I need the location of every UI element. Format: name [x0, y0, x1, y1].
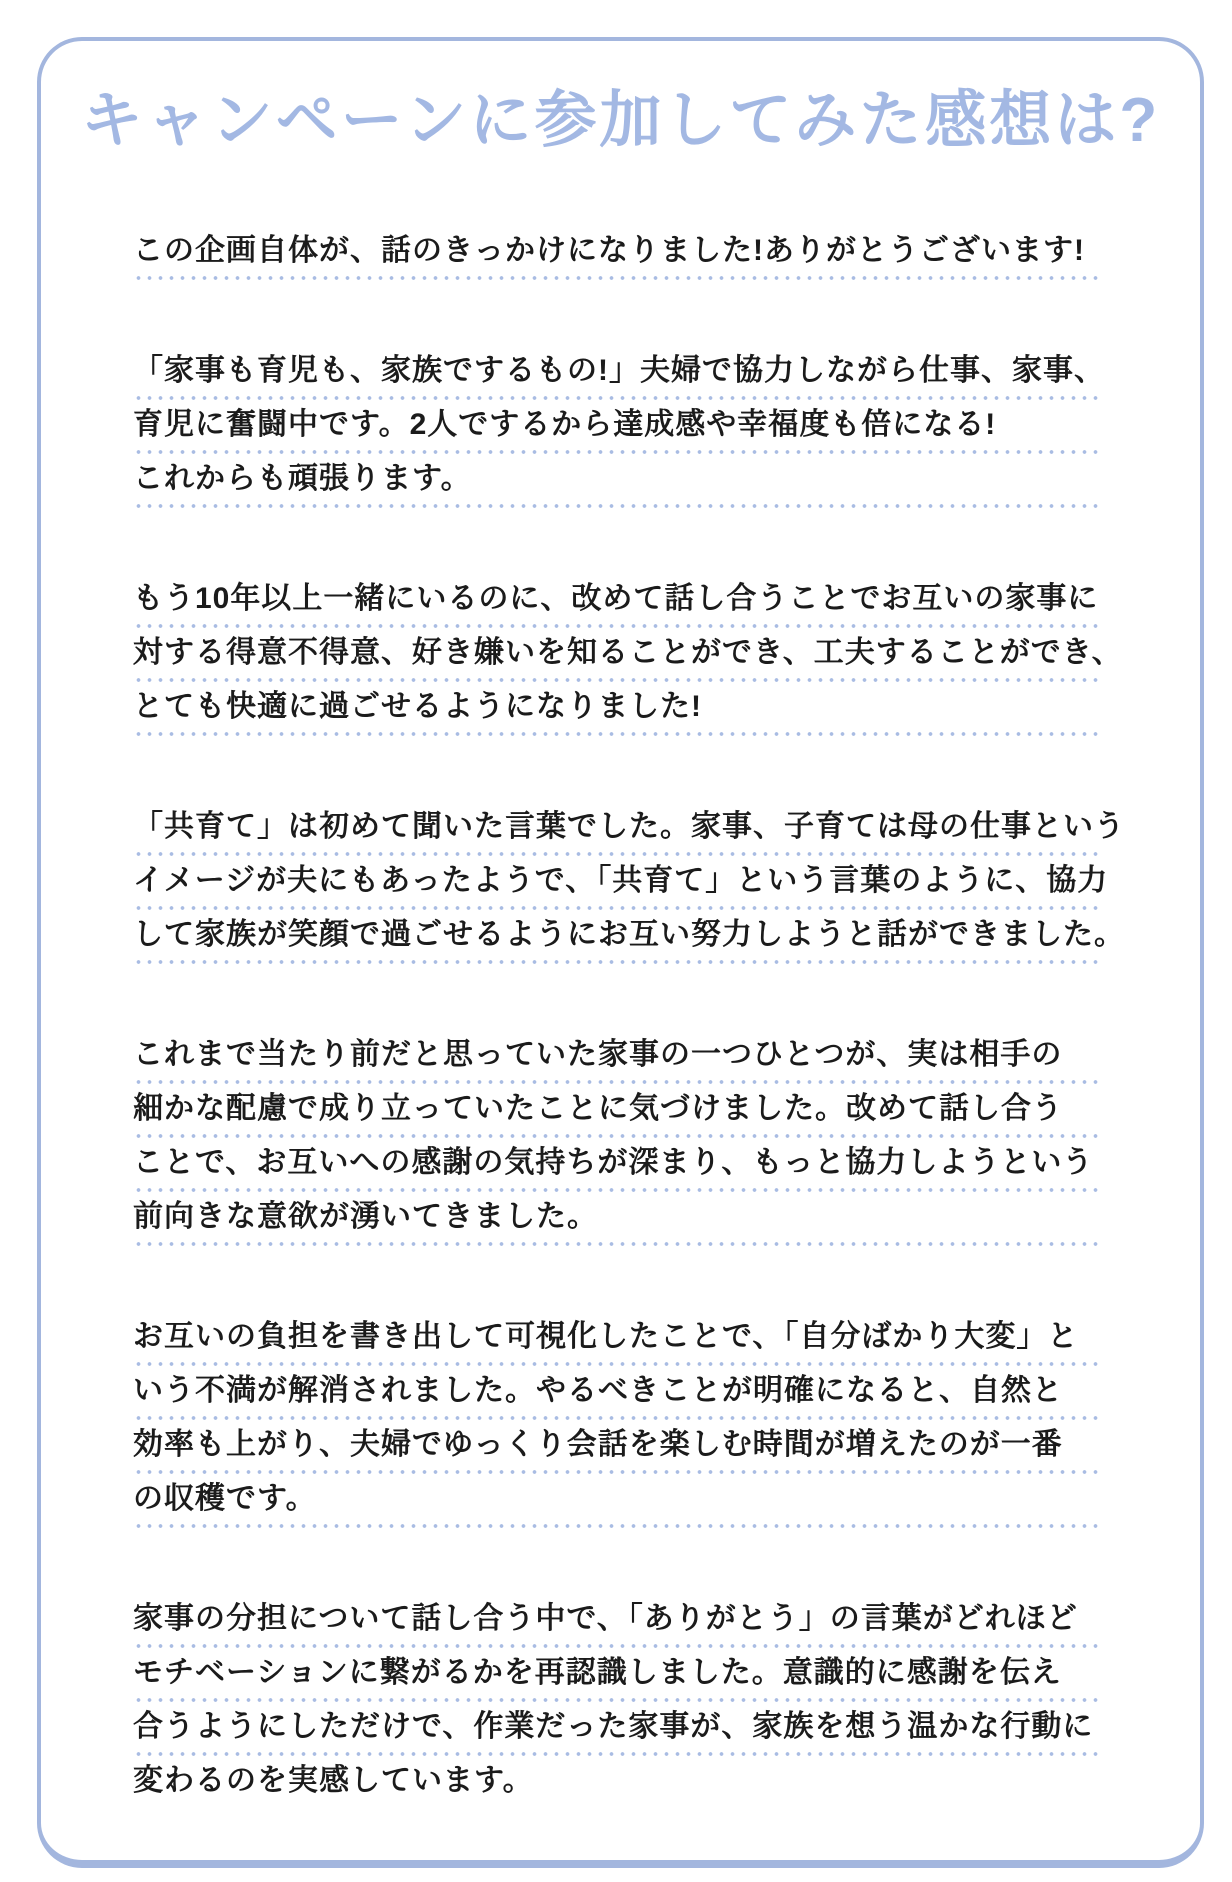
testimonial-line: [133, 810, 1125, 865]
dotted-divider: [133, 1362, 1103, 1366]
testimonial-line: [133, 636, 1123, 691]
testimonial-line-text: 対する得意不得意、好き嫌いを知ることができ、工夫することができ、: [133, 636, 1123, 669]
testimonial-line: [133, 1711, 1103, 1765]
testimonial-line-text: 変わるのを実感しています。: [133, 1764, 534, 1797]
testimonial-line: [133, 1429, 1103, 1483]
testimonial-line-text: 効率も上がり、夫婦でゆっくり会話を楽しむ時間が増えたのが一番: [133, 1428, 1063, 1461]
testimonial-line: [133, 355, 1103, 409]
testimonial-line-text: 「家事も育児も、家族でするもの!」夫婦で協力しながら仕事、家事、: [133, 354, 1105, 387]
dotted-divider: [133, 504, 1103, 508]
testimonial-line-text: これまで当たり前だと思っていた家事の一つひとつが、実は相手の: [133, 1038, 1063, 1071]
testimonial-paragraph: [133, 1321, 1103, 1537]
dotted-divider: [133, 1698, 1103, 1702]
page-title: キャンペーンに参加してみた感想は?: [80, 86, 1161, 155]
testimonial-line: [133, 691, 1103, 745]
testimonial-line-text: 合うようにしただけで、作業だった家事が、家族を想う温かな行動に: [133, 1710, 1094, 1743]
testimonial-line-text: ことで、お互いへの感謝の気持ちが深まり、もっと協力しようという: [133, 1146, 1094, 1179]
dotted-divider: [133, 1524, 1103, 1528]
testimonial-line: [133, 1483, 1103, 1537]
testimonial-line: [133, 1147, 1103, 1201]
testimonial-line: [133, 1093, 1103, 1147]
dotted-divider: [133, 1752, 1103, 1756]
testimonial-line-text: いう不満が解消されました。やるべきことが明確になると、自然と: [133, 1374, 1063, 1407]
dotted-divider: [133, 396, 1103, 400]
dotted-divider: [133, 450, 1103, 454]
testimonial-paragraph: [133, 810, 1125, 973]
dotted-divider: [133, 1080, 1103, 1084]
testimonial-line-text: もう10年以上一緒にいるのに、改めて話し合うことでお互いの家事に: [133, 582, 1099, 615]
testimonial-line: [133, 235, 1103, 289]
testimonial-line-text: 「共育て」は初めて聞いた言葉でした。家事、子育ては母の仕事という: [133, 810, 1125, 843]
dotted-divider: [133, 1470, 1103, 1474]
dotted-divider: [133, 906, 1103, 910]
dotted-divider: [133, 624, 1103, 628]
testimonial-line-text: この企画自体が、話のきっかけになりました!ありがとうございます!: [133, 234, 1085, 267]
dotted-divider: [133, 1242, 1103, 1246]
testimonial-paragraph: [133, 1039, 1103, 1255]
testimonial-line-text: 細かな配慮で成り立っていたことに気づけました。改めて話し合う: [133, 1092, 1063, 1125]
testimonial-line-text: 育児に奮闘中です。2人でするから達成感や幸福度も倍になる!: [133, 408, 997, 441]
dotted-divider: [133, 1188, 1103, 1192]
testimonial-line-text: の収穫です。: [133, 1482, 317, 1515]
testimonial-list: [133, 234, 1125, 1819]
testimonial-line: [133, 1375, 1103, 1429]
testimonial-line-text: これからも頑張ります。: [133, 462, 472, 495]
testimonial-line-text: とても快適に過ごせるようになりました!: [133, 690, 702, 723]
testimonial-line: [133, 1321, 1103, 1375]
testimonial-line: [133, 1039, 1103, 1093]
testimonial-line-text: お互いの負担を書き出して可視化したことで、「自分ばかり大変」と: [133, 1320, 1079, 1353]
dotted-divider: [133, 1134, 1103, 1138]
testimonial-line: [133, 409, 1103, 463]
testimonial-paragraph: [133, 235, 1103, 289]
testimonial-line: [133, 1603, 1103, 1657]
testimonial-line: [133, 1765, 1103, 1819]
testimonial-paragraph: [133, 582, 1123, 745]
dotted-divider: [133, 1644, 1103, 1648]
testimonial-paragraph: [133, 1603, 1103, 1819]
testimonial-line-text: 家事の分担について話し合う中で、「ありがとう」の言葉がどれほど: [133, 1602, 1078, 1635]
testimonial-line-text: して家族が笑顔で過ごせるようにお互い努力しようと話ができました。: [133, 918, 1125, 951]
dotted-divider: [133, 852, 1103, 856]
dotted-divider: [133, 960, 1103, 964]
testimonial-line: [133, 1657, 1103, 1711]
dotted-divider: [133, 678, 1103, 682]
testimonial-line: [133, 1201, 1103, 1255]
testimonial-card: [37, 37, 1204, 1868]
testimonial-line-text: 前向きな意欲が湧いてきました。: [133, 1200, 598, 1233]
dotted-divider: [133, 276, 1103, 280]
testimonial-line-text: イメージが夫にもあったようで、「共育て」という言葉のように、協力: [133, 864, 1109, 897]
testimonial-line-text: モチベーションに繋がるかを再認識しました。意識的に感謝を伝え: [133, 1656, 1062, 1689]
testimonial-line: [133, 583, 1103, 637]
dotted-divider: [133, 732, 1103, 736]
testimonial-line: [133, 918, 1125, 973]
testimonial-paragraph: [133, 355, 1103, 517]
dotted-divider: [133, 1416, 1103, 1420]
testimonial-line: [133, 463, 1103, 517]
testimonial-line: [133, 864, 1109, 919]
